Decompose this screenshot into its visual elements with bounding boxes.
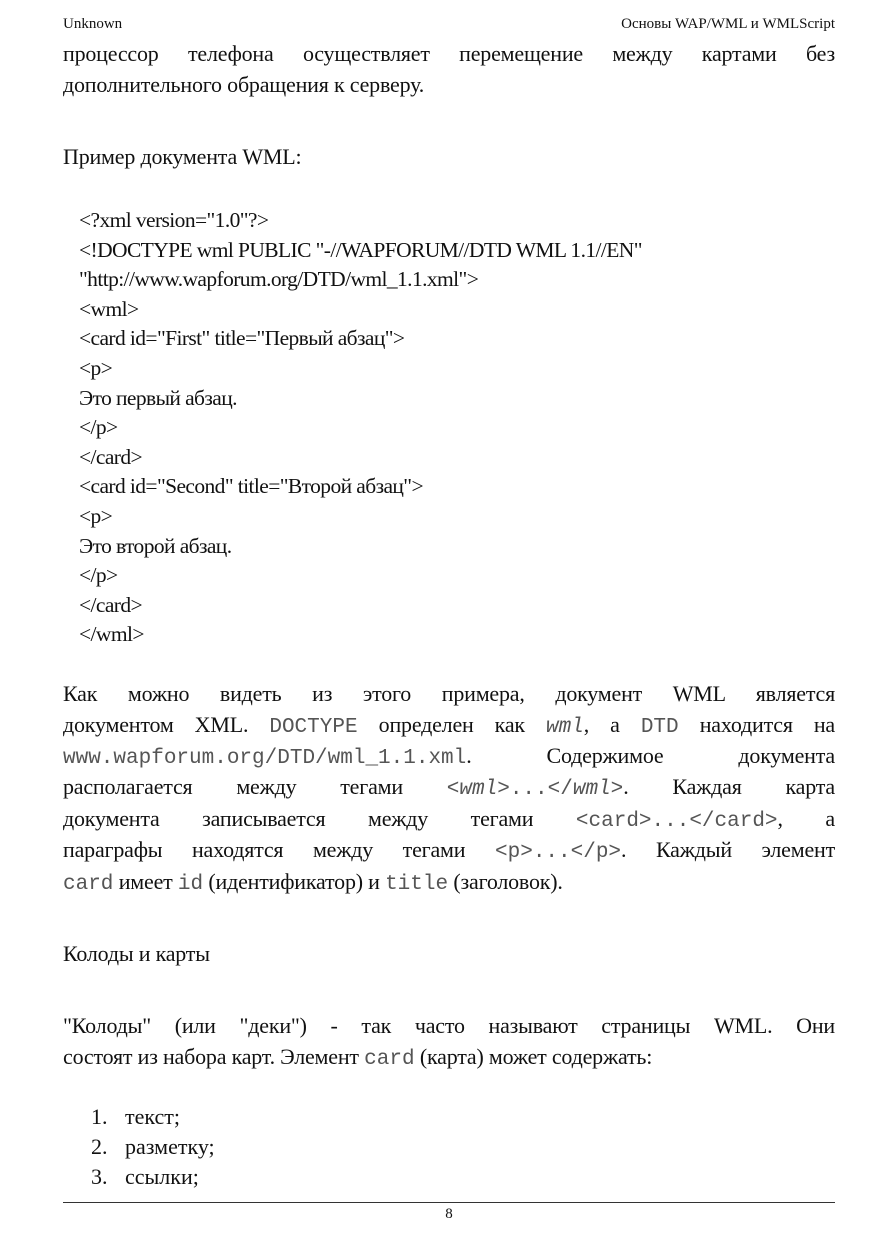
text-run: . Содержимое документа	[466, 743, 835, 768]
code-line: </wml>	[79, 622, 144, 647]
section-heading: Колоды и карты	[63, 941, 210, 966]
list-text: текст;	[125, 1104, 181, 1129]
text-run: параграфы находятся между тегами	[63, 837, 466, 862]
card-contents-list	[91, 1102, 215, 1192]
text-run: (карта) может содержать:	[419, 1044, 653, 1069]
code-line: Это первый абзац.	[79, 385, 237, 410]
inline-code: <p>...</p>	[495, 841, 622, 864]
code-line: </p>	[79, 563, 118, 588]
text-run: . Каждая карта	[623, 774, 835, 799]
text-run: располагается между тегами	[63, 774, 403, 799]
explanation-line-3	[63, 740, 835, 774]
list-item	[91, 1132, 215, 1162]
list-item	[91, 1162, 215, 1192]
text-run: документа записывается между тегами	[63, 806, 534, 831]
example-label: Пример документа WML:	[63, 144, 302, 169]
code-part: >...</	[497, 778, 573, 801]
code-line: "http://www.wapforum.org/DTD/wml_1.1.xml">	[79, 267, 479, 292]
code-line: </p>	[79, 415, 118, 440]
inline-code: card	[63, 873, 114, 896]
explanation-line-6	[63, 834, 835, 868]
code-line: Это второй абзац.	[79, 533, 232, 558]
header-author: Unknown	[63, 16, 123, 32]
list-number: 3.	[91, 1164, 108, 1189]
list-text: ссылки;	[125, 1164, 199, 1189]
code-line: <card id="Second" title="Второй абзац">	[79, 474, 424, 499]
explanation-line-5	[63, 803, 835, 837]
inline-code: DTD	[640, 716, 679, 739]
code-part: wml	[459, 778, 498, 801]
text-run: . Каждый элемент	[621, 837, 835, 862]
list-item	[91, 1102, 215, 1132]
code-part: <	[446, 778, 460, 801]
code-line: <p>	[79, 503, 113, 528]
page-header	[63, 16, 835, 36]
code-part: >	[610, 778, 624, 801]
explanation-line-7	[63, 866, 835, 900]
list-text: разметку;	[125, 1134, 215, 1159]
code-line: </card>	[79, 444, 143, 469]
code-line: <!DOCTYPE wml PUBLIC "-//WAPFORUM//DTD WML 1.1//EN"	[79, 237, 642, 262]
code-line: <wml>	[79, 296, 139, 321]
text-run: документом XML.	[63, 712, 249, 737]
inline-code	[447, 778, 623, 801]
inline-code: wml	[545, 716, 584, 739]
text-run: определен как	[378, 712, 525, 737]
text-run: имеет	[118, 869, 173, 894]
footer-divider	[63, 1202, 835, 1203]
text-run: (заголовок).	[453, 869, 563, 894]
code-line: <card id="First" title="Первый абзац">	[79, 326, 405, 351]
document-page	[63, 0, 835, 1241]
text-run: состоят из набора карт. Элемент	[63, 1044, 359, 1069]
inline-code: <card>...</card>	[575, 810, 778, 833]
inline-code: title	[385, 873, 449, 896]
inline-code: id	[177, 873, 204, 896]
text-run: находится на	[699, 712, 835, 737]
code-line: <?xml version="1.0"?>	[79, 208, 269, 232]
inline-code: card	[364, 1048, 415, 1071]
explanation-line-2	[63, 709, 835, 743]
decks-line-1: "Колоды" (или "деки") - так часто называют страницы WML. Они	[63, 1013, 835, 1038]
decks-line-2	[63, 1041, 835, 1075]
header-title: Основы WAP/WML и WMLScript	[621, 16, 835, 32]
page-number: 8	[445, 1206, 453, 1222]
code-part: wml	[572, 778, 611, 801]
inline-code: www.wapforum.org/DTD/wml_1.1.xml	[63, 747, 467, 770]
list-number: 2.	[91, 1134, 108, 1159]
intro-line-1: процессор телефона осуществляет перемещение между картами без	[63, 41, 835, 66]
code-line: <p>	[79, 355, 113, 380]
text-run: , а	[777, 806, 835, 831]
text-run: (идентификатор) и	[208, 869, 380, 894]
code-line: </card>	[79, 592, 143, 617]
wml-code-example	[79, 206, 819, 650]
explanation-line-1: Как можно видеть из этого примера, документ WML является	[63, 681, 835, 706]
intro-line-2: дополнительного обращения к серверу.	[63, 72, 424, 97]
text-run: , а	[583, 712, 620, 737]
explanation-line-4	[63, 771, 835, 805]
inline-code: DOCTYPE	[269, 716, 358, 739]
list-number: 1.	[91, 1104, 108, 1129]
